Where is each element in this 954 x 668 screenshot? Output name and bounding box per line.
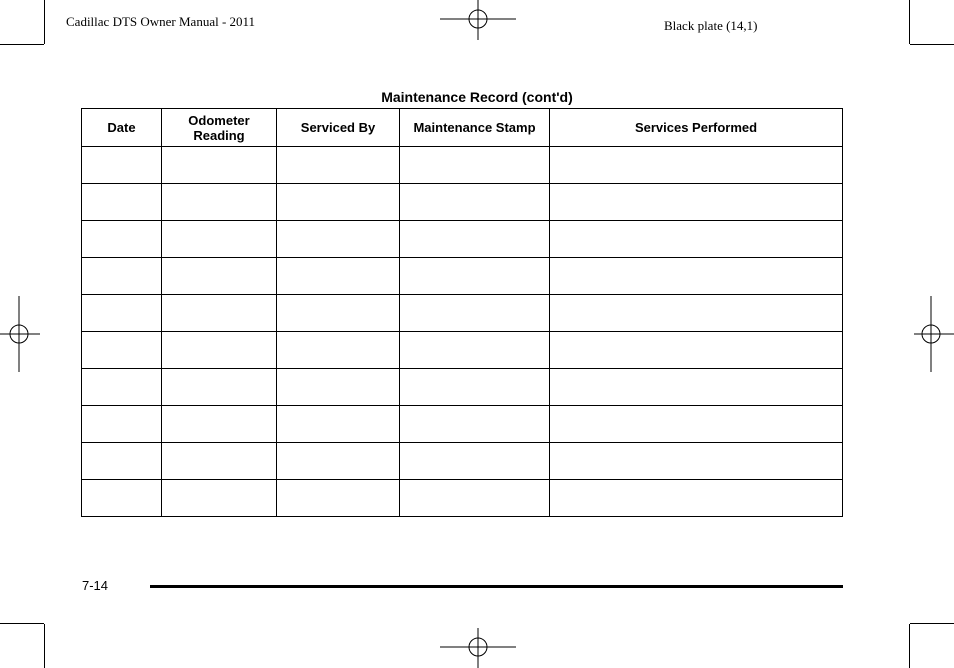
table-cell (277, 258, 400, 295)
table-cell (277, 332, 400, 369)
table-cell (400, 184, 550, 221)
maintenance-record-table (81, 108, 843, 517)
crop-mark (910, 623, 954, 624)
table-cell (400, 332, 550, 369)
table-cell (162, 406, 277, 443)
table-row (82, 184, 843, 221)
table-cell (550, 258, 843, 295)
crop-mark (909, 624, 910, 668)
footer-rule (150, 585, 843, 588)
table-cell (82, 184, 162, 221)
table-body (82, 147, 843, 517)
table-cell (400, 443, 550, 480)
crop-mark (44, 0, 45, 44)
table-row (82, 406, 843, 443)
table-cell (162, 295, 277, 332)
registration-mark-right (914, 296, 954, 372)
table-cell (162, 480, 277, 517)
table-cell (277, 221, 400, 258)
table-cell (550, 443, 843, 480)
table-cell (162, 184, 277, 221)
table-cell (550, 147, 843, 184)
page-title: Maintenance Record (cont'd) (381, 89, 573, 105)
table-header-row (82, 109, 843, 147)
table-cell (277, 369, 400, 406)
page-number: 7-14 (82, 578, 109, 593)
table-cell (82, 369, 162, 406)
table-cell (550, 221, 843, 258)
table-cell (550, 184, 843, 221)
table-cell (400, 406, 550, 443)
table-cell (550, 295, 843, 332)
crop-mark (0, 44, 44, 45)
table-cell (400, 258, 550, 295)
table-cell (82, 406, 162, 443)
crop-mark (910, 44, 954, 45)
table-cell (400, 480, 550, 517)
table-cell (400, 147, 550, 184)
table-cell (400, 369, 550, 406)
table-row (82, 258, 843, 295)
table-cell (82, 480, 162, 517)
table-cell (550, 369, 843, 406)
table-row (82, 221, 843, 258)
document-header: Cadillac DTS Owner Manual - 2011 (66, 14, 256, 29)
column-header-odometer: Odometer Reading (162, 109, 277, 147)
table-cell (82, 332, 162, 369)
plate-label: Black plate (14,1) (664, 18, 758, 33)
table-row (82, 480, 843, 517)
table-cell (82, 147, 162, 184)
table-cell (277, 184, 400, 221)
column-header-services-performed: Services Performed (550, 109, 843, 147)
table-cell (277, 295, 400, 332)
registration-mark-top (440, 0, 516, 40)
table-cell (277, 406, 400, 443)
table-cell (550, 480, 843, 517)
table-cell (162, 221, 277, 258)
table-row (82, 443, 843, 480)
registration-mark-bottom (440, 628, 516, 668)
column-header-serviced-by: Serviced By (277, 109, 400, 147)
table-row (82, 332, 843, 369)
table-cell (82, 221, 162, 258)
table-cell (550, 406, 843, 443)
table-cell (162, 332, 277, 369)
table-row (82, 147, 843, 184)
table-cell (277, 147, 400, 184)
table-cell (82, 295, 162, 332)
table-cell (162, 258, 277, 295)
table-cell (550, 332, 843, 369)
table-cell (400, 295, 550, 332)
table-cell (162, 443, 277, 480)
column-header-date: Date (82, 109, 162, 147)
table-cell (82, 258, 162, 295)
crop-mark (0, 623, 44, 624)
table-row (82, 295, 843, 332)
table-row (82, 369, 843, 406)
crop-mark (44, 624, 45, 668)
crop-mark (909, 0, 910, 44)
table-cell (277, 480, 400, 517)
registration-mark-left (0, 296, 40, 372)
table-cell (162, 147, 277, 184)
table-cell (82, 443, 162, 480)
table-cell (400, 221, 550, 258)
table-cell (162, 369, 277, 406)
table-cell (277, 443, 400, 480)
column-header-maintenance-stamp: Maintenance Stamp (400, 109, 550, 147)
